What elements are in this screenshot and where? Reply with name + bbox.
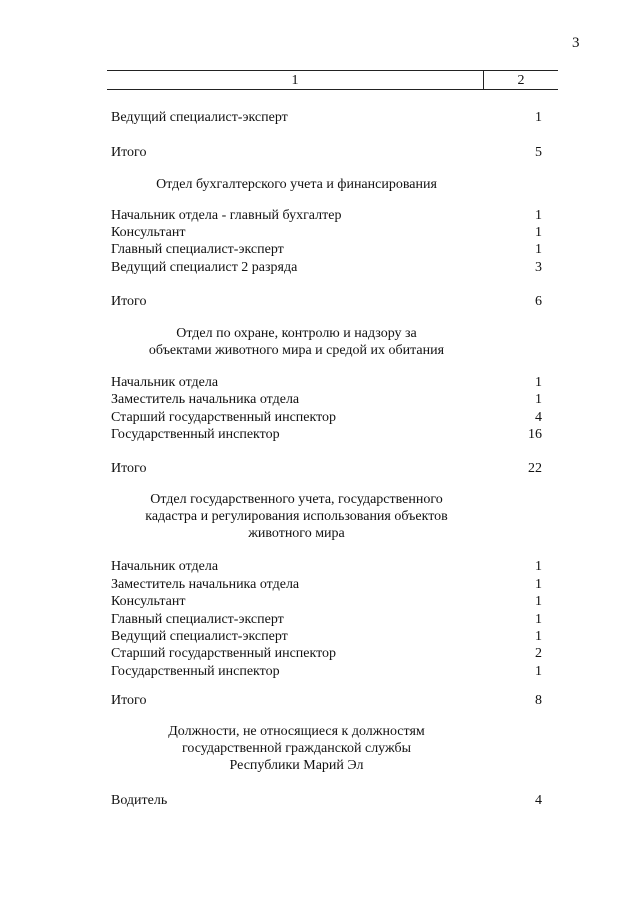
position-count: 1 — [535, 225, 542, 240]
position-count: 1 — [535, 375, 542, 390]
position-name: Консультант — [111, 225, 186, 240]
total-count: 6 — [535, 294, 542, 309]
position-name: Начальник отдела — [111, 559, 219, 574]
total-row — [111, 460, 542, 477]
section-heading-wildlife-protection — [111, 325, 482, 359]
position-count: 1 — [535, 110, 542, 125]
position-name: Начальник отдела - главный бухгалтер — [111, 208, 342, 223]
position-name: Старший государственный инспектор — [111, 410, 337, 425]
total-label: Итого — [111, 693, 147, 708]
total-count: 22 — [528, 461, 542, 476]
position-name: Заместитель начальника отдела — [111, 392, 300, 407]
position-count: 1 — [535, 612, 542, 627]
section-heading-line: кадастра и регулирования использования объектов — [145, 509, 448, 524]
section-heading-accounting — [111, 176, 482, 193]
table-row — [111, 576, 542, 593]
table-row — [111, 391, 542, 408]
section-heading-line: Республики Марий Эл — [229, 758, 364, 773]
table-row — [111, 259, 542, 276]
position-count: 16 — [528, 427, 542, 442]
table-row — [111, 224, 542, 241]
position-name: Водитель — [111, 793, 168, 808]
total-row — [111, 144, 542, 161]
position-name: Старший государственный инспектор — [111, 646, 337, 661]
table-row — [111, 109, 542, 126]
position-name: Ведущий специалист 2 разряда — [111, 260, 298, 275]
section-heading-non-civil-service — [111, 723, 482, 774]
section-heading-state-registry — [111, 491, 482, 542]
position-count: 1 — [535, 629, 542, 644]
position-count: 1 — [535, 664, 542, 679]
position-name: Ведущий специалист-эксперт — [111, 629, 288, 644]
table-row — [111, 663, 542, 680]
table-row — [111, 558, 542, 575]
section-heading-line: животного мира — [248, 526, 345, 541]
table-header-col-1: 1 — [291, 73, 299, 88]
table-row — [111, 611, 542, 628]
position-count: 4 — [535, 410, 542, 425]
position-name: Ведущий специалист-эксперт — [111, 110, 288, 125]
position-count: 1 — [535, 559, 542, 574]
position-name: Главный специалист-эксперт — [111, 242, 284, 257]
position-name: Консультант — [111, 594, 186, 609]
total-count: 8 — [535, 693, 542, 708]
total-row — [111, 293, 542, 310]
table-row — [111, 409, 542, 426]
table-row — [111, 426, 542, 443]
section-heading-line: Отдел бухгалтерского учета и финансирования — [156, 177, 437, 192]
total-count: 5 — [535, 145, 542, 160]
position-count: 2 — [535, 646, 542, 661]
table-row — [111, 792, 542, 809]
section-heading-line: Отдел государственного учета, государственного — [150, 492, 443, 507]
table-row — [111, 593, 542, 610]
position-count: 1 — [535, 594, 542, 609]
table-row — [111, 374, 542, 391]
position-name: Начальник отдела — [111, 375, 219, 390]
total-label: Итого — [111, 461, 147, 476]
page-number: 3 — [572, 35, 580, 51]
position-name: Заместитель начальника отдела — [111, 577, 300, 592]
section-heading-line: объектами животного мира и средой их обитания — [148, 343, 445, 358]
section-heading-line: Отдел по охране, контролю и надзору за — [176, 326, 417, 341]
table-row — [111, 645, 542, 662]
table-row — [111, 628, 542, 645]
position-count: 1 — [535, 392, 542, 407]
position-count: 1 — [535, 208, 542, 223]
total-row — [111, 692, 542, 709]
total-label: Итого — [111, 145, 147, 160]
position-name: Государственный инспектор — [111, 427, 280, 442]
section-heading-line: государственной гражданской службы — [181, 741, 412, 756]
section-heading-line: Должности, не относящиеся к должностям — [168, 724, 425, 739]
position-count: 3 — [535, 260, 542, 275]
table-row — [111, 241, 542, 258]
table-header-col-2: 2 — [517, 73, 525, 88]
position-count: 4 — [535, 793, 542, 808]
position-count: 1 — [535, 577, 542, 592]
table-header — [107, 70, 558, 90]
position-name: Главный специалист-эксперт — [111, 612, 284, 627]
position-name: Государственный инспектор — [111, 664, 280, 679]
total-label: Итого — [111, 294, 147, 309]
table-row — [111, 207, 542, 224]
position-count: 1 — [535, 242, 542, 257]
